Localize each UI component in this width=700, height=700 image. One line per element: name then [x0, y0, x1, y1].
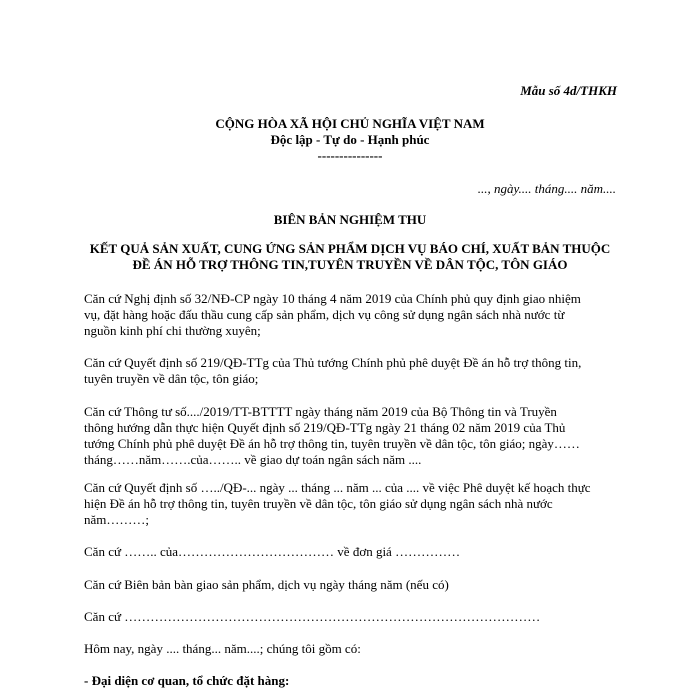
national-title: CỘNG HÒA XÃ HỘI CHỦ NGHĨA VIỆT NAM — [215, 116, 485, 131]
paragraph-line: thông hướng dẫn thực hiện Quyết định số 219/QĐ-TTg ngày 21 tháng 02 năm 2019 của Thủ — [84, 420, 566, 435]
paragraph-line: tuyên truyền về dân tộc, tôn giáo; — [84, 371, 259, 386]
national-motto: Độc lập - Tự do - Hạnh phúc — [270, 132, 430, 147]
paragraph-other-basis: Căn cứ …………………………………………………………………………………… — [84, 609, 541, 624]
date-line: ..., ngày.... tháng.... năm.... — [477, 181, 616, 196]
paragraph-today: Hôm nay, ngày .... tháng... năm....; chúng tôi gồm có: — [84, 641, 361, 656]
paragraph-line: Căn cứ Quyết định số 219/QĐ-TTg của Thủ tướng Chính phủ phê duyệt Đề án hỗ trợ thông tin, — [84, 355, 582, 370]
paragraph-plan-decision — [84, 480, 616, 528]
subtitle-line: ĐỀ ÁN HỖ TRỢ THÔNG TIN,TUYÊN TRUYỀN VỀ DÂN TỘC, TÔN GIÁO — [132, 257, 568, 272]
header-separator: --------------- — [317, 148, 383, 163]
paragraph-ordering-party: - Đại diện cơ quan, tổ chức đặt hàng: — [84, 673, 290, 688]
paragraph-line: vụ, đặt hàng hoặc đấu thầu cung cấp sản phẩm, dịch vụ công sử dụng ngân sách nhà nước từ — [84, 307, 565, 322]
paragraph-line: Căn cứ Thông tư số..../2019/TT-BTTTT ngày tháng năm 2019 của Bộ Thông tin và Truyền — [84, 404, 557, 419]
paragraph-circular — [84, 404, 616, 468]
paragraph-line: nguồn kinh phí chi thường xuyên; — [84, 323, 261, 338]
subtitle-line: KẾT QUẢ SẢN XUẤT, CUNG ỨNG SẢN PHẨM DỊCH VỤ BÁO CHÍ, XUẤT BẢN THUỘC — [89, 241, 611, 256]
paragraph-line: hiện Đề án hỗ trợ thông tin, tuyên truyền về dân tộc, tôn giáo sử dụng ngân sách nhà nước — [84, 496, 553, 511]
document-title: BIÊN BẢN NGHIỆM THU — [273, 212, 427, 227]
document-subtitle — [0, 241, 700, 273]
paragraph-decree — [84, 291, 616, 339]
paragraph-handover: Căn cứ Biên bản bàn giao sản phẩm, dịch vụ ngày tháng năm (nếu có) — [84, 577, 449, 592]
paragraph-line: Căn cứ Nghị định số 32/NĐ-CP ngày 10 tháng 4 năm 2019 của Chính phủ quy định giao nhiệm — [84, 291, 581, 306]
paragraph-line: năm………; — [84, 512, 149, 527]
paragraph-line: Căn cứ Quyết định số …../QĐ-... ngày ... tháng ... năm ... của .... về việc Phê duyệt kế hoạch thực — [84, 480, 591, 495]
paragraph-unit-price: Căn cứ …….. của……………………………… về đơn giá …………… — [84, 544, 461, 559]
paragraph-line: tháng……năm…….của…….. về giao dự toán ngân sách năm .... — [84, 452, 422, 467]
paragraph-decision-219 — [84, 355, 616, 387]
form-number: Mẫu số 4d/THKH — [520, 83, 617, 98]
paragraph-line: tướng Chính phủ phê duyệt Đề án hỗ trợ thông tin, tuyên truyền về dân tộc, tôn giáo; ngày…… — [84, 436, 580, 451]
